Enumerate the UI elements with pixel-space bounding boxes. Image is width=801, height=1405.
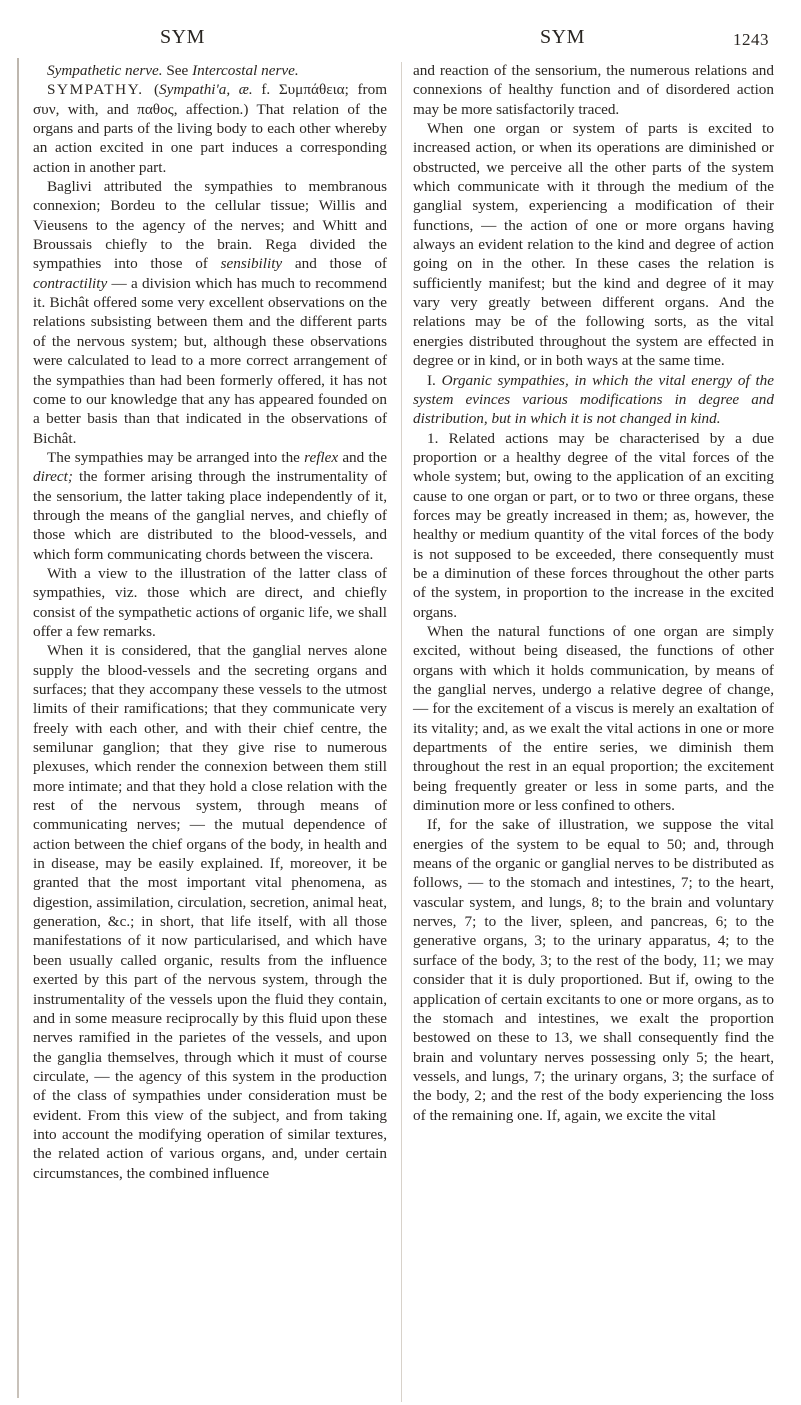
text-segment: I. — [427, 371, 442, 389]
paragraph-p5 — [33, 564, 387, 641]
running-head-left: SYM — [160, 26, 205, 48]
page-edge-shadow — [17, 58, 19, 1398]
paragraph-p4 — [33, 448, 387, 564]
paragraph-r4 — [413, 429, 774, 622]
text-segment: contractility — [33, 274, 108, 292]
paragraph-p3 — [33, 177, 387, 448]
paragraph-p6 — [33, 641, 387, 1183]
left-column — [33, 61, 387, 1183]
text-segment: sensibility — [220, 255, 283, 273]
text-segment: the former arising through the instrumentality of the sensorium, the latter taking place independently of it, through the means of the ganglial nerves, and chiefly of those which are distributed to the blood-vessels, and which form communicating chords between the viscera. — [33, 468, 387, 563]
paragraph-r1 — [413, 61, 774, 119]
text-segment: When the natural functions of one organ are simply excited, without being diseased, the functions of other organs with which it holds communication, by means of the ganglial nerves, undergo a relative degree of change, — for the excitement of a viscus is merely an exaltation of its vitality; and, as we exalt the vital actions in one or more departments of the entire series, we diminish them throughout the rest in an equal proportion; the excitement being frequently greater or less in some parts, and the diminution more or less confined to others. — [413, 622, 774, 815]
text-segment: See — [162, 62, 193, 79]
text-segment: and those of — [282, 255, 387, 273]
column-divider — [401, 62, 402, 1402]
text-segment: f. Συμπάθεια; from συν, with, and παθος, affection.) That relation of the organs and parts of the living body to each other whereby an action excited in one part induces a corresponding action in another part. — [33, 81, 388, 176]
text-segment: 1. Related actions may be characterised by a due proportion or a healthy degree of the vital forces of the whole system; but, owing to the application of an exciting cause to one organ or part, or to two or three organs, these forces may be greatly increased in them; as, however, the healthy or medium quantity of the vital forces of the body is not supposed to be exceeded, there consequently must be a diminution of these forces throughout the other parts of the system, in proportion to the increase in the excited organs. — [413, 429, 774, 621]
paragraph-r6 — [413, 815, 774, 1125]
text-segment: Sympathetic nerve. — [47, 62, 163, 79]
text-segment: — a division which has much to recommend it. Bichât offered some very excellent observations on the relations subsisting between them and the different parts of the nervous system; but, although these observations were calculated to lead to a more correct arrangement of the sympathies than had been formerly offered, it has not come to our knowledge that any has appeared founded on a better basis than that indicated in the observations of Bichât. — [33, 274, 387, 447]
text-segment: When one organ or system of parts is excited to increased action, or when its operations are diminished or obstructed, we perceive all the other parts of the system which communicate with it through the medium of the ganglial system, experiencing a modification of their functions, — the action of one or more organs having always an evident relation to the kind and degree of action going on in the other. In these cases the relation is sufficiently manifest; but the kind and degree of it may vary very greatly between different organs. And the relations may be of the following sorts, as the vital energies distributed throughout the system are effected in degree or in kind, or in both ways at the same time. — [413, 120, 774, 370]
text-segment: If, for the sake of illustration, we suppose the vital energies of the system to be equal to 50; and, through means of the organic or ganglial nerves to be distributed as follows, — to the stomach and intestines, 7; to the heart, vascular system, and lungs, 8; to the brain and voluntary nerves, 7; to the liver, spleen, and pancreas, 6; to the generative organs, 3; to the urinary apparatus, 4; to the surface of the body, 3; to the rest of the body, 11; we may consider that it is duly proportioned. But if, owing to the application of certain excitants to one or more organs, as to the stomach and intestines, we exalt the proportion bestowed on these to 13, we shall consequently find the brain and voluntary nerves possessing only 5; the heart, vessels, and lungs, 7; the urinary organs, 3; the surface of the body, 2; and the rest of the body experiencing the loss of the remaining one. If, again, we excite the vital — [413, 816, 774, 1124]
text-segment: Intercostal nerve. — [192, 62, 299, 79]
text-segment: Organic sympathies, in which the vital energy of the system evinces various modifications in degree and distribution, but in which it is not changed in kind. — [413, 371, 774, 428]
text-segment: and reaction of the sensorium, the numerous relations and connexions of healthy function and of disordered action may be more satisfactorily traced. — [413, 62, 774, 118]
text-segment: and the — [338, 448, 388, 466]
text-segment: The sympathies may be arranged into the — [47, 448, 305, 466]
paragraph-p2 — [33, 80, 387, 177]
text-segment: ( — [153, 81, 159, 99]
page-number: 1243 — [733, 30, 769, 49]
text-segment: Baglivi attributed the sympathies to membranous connexion; Bordeu to the cellular tissue; Willis and Vieusens to the agency of the nerves; and Whitt and Broussais chiefly to the brain. Rega divided the sympathies into those of — [33, 178, 387, 273]
paragraph-r3 — [413, 371, 774, 429]
paragraph-p1 — [33, 61, 387, 80]
text-segment: direct; — [33, 468, 73, 486]
text-segment: Sympathi'a, æ. — [159, 81, 253, 99]
running-head-right: SYM — [540, 26, 585, 48]
text-segment: reflex — [304, 448, 339, 466]
paragraph-r2 — [413, 119, 774, 370]
text-segment: When it is considered, that the ganglial nerves alone supply the blood-vessels and the secreting organs and surfaces; that they accompany these vessels to the utmost limits of their ramifications; that they communicate very freely with each other, and with their chief centre, the semilunar ganglion; that they give rise to numerous plexuses, which render the connexion between them still more intimate; and that they hold a close relation with the rest of the nervous system, through means of communicating nerves; — the mutual dependence of action between the chief organs of the body, in health and in disease, may be easily explained. If, moreover, it be granted that the most important vital phenomena, as digestion, assimilation, circulation, secretion, animal heat, generation, &c.; in short, that life itself, with all those manifestations of it now particularised, and which have been usually called organic, results from the influence exerted by this part of the nervous system, through the instrumentality of the vessels upon the fluid they contain, and in some measure reciprocally by this fluid upon these nerves ramified in the parietes of the vessels, and upon the ganglia themselves, through which it must of course circulate, — the agency of this system in the production of the class of sympathies under consideration must be evident. From this view of the subject, and from taking into account the modifying operation of similar textures, the related action of various organs, and, under certain circumstances, the combined influence — [33, 642, 387, 1182]
right-column — [413, 61, 774, 1125]
text-segment: SYMPATHY. — [47, 81, 154, 99]
paragraph-r5 — [413, 622, 774, 815]
text-segment: With a view to the illustration of the latter class of sympathies, viz. those which are direct, and chiefly consist of the sympathetic actions of organic life, we shall offer a few remarks. — [33, 564, 387, 640]
